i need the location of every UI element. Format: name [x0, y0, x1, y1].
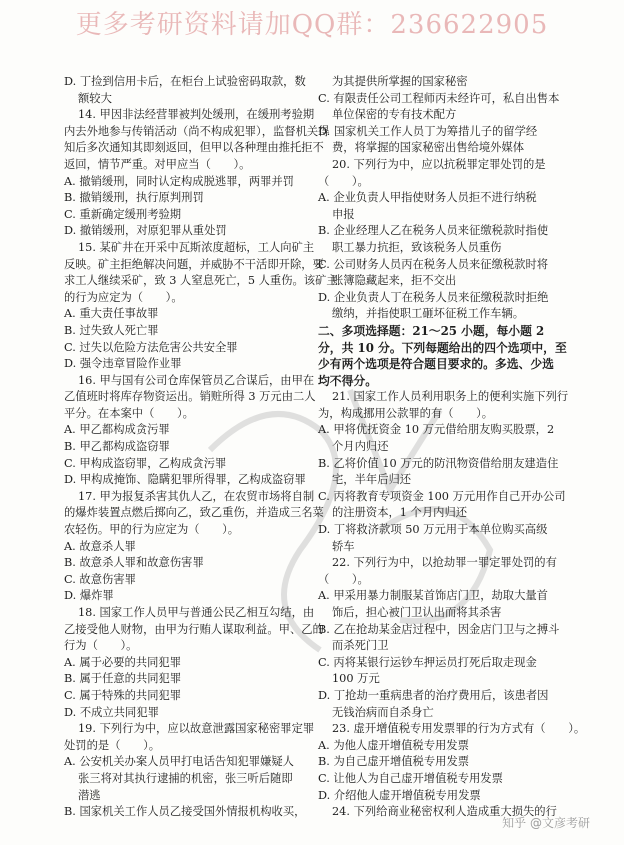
right-text-line: （ ）。	[318, 572, 369, 586]
right-text-line: 24. 下列给商业秘密权利人造成重大损失的行	[332, 805, 557, 819]
right-text-line: 20. 下列行为中，应以抗税罪定罪处罚的是	[332, 157, 546, 171]
right-text-line: 22. 下列行为中，以抢劫罪一罪定罪处罚的有	[332, 556, 557, 570]
left-text-line: D. 甲构成掩饰、隐瞒犯罪所得罪，乙构成盗窃罪	[64, 473, 306, 487]
right-text-line: B. 企业经理人乙在税务人员来征缴税款时指使	[318, 224, 549, 238]
left-text-line: 额较大	[78, 91, 112, 105]
left-text-line: C. 过失以危险方法危害公共安全罪	[64, 340, 238, 354]
right-text-line: C. 有限责任公司工程师丙未经许可，私自出售本	[318, 91, 560, 105]
right-text-line: 为，构成挪用公款罪的有（ ）。	[318, 406, 494, 420]
left-text-line: C. 重新确定缓刑考验期	[64, 207, 182, 221]
right-text-line: 轿车	[332, 539, 355, 553]
right-text-line: C. 丙将某银行运钞车押运员打死后取走现金	[318, 655, 537, 669]
left-text-line: C. 属于特殊的共同犯罪	[64, 688, 182, 702]
left-text-line: 19. 下列行为中，应以故意泄露国家秘密罪定罪	[78, 722, 315, 736]
right-text-line: 二、多项选择题：21～25 小题，每小题 2	[318, 323, 545, 338]
right-text-line: 申报	[332, 207, 355, 221]
left-text-line: 反映。矿主拒绝解决问题，并威胁不干活即开除，要	[64, 257, 324, 271]
right-column	[318, 74, 584, 821]
right-text-line: A. 甲采用暴力制服某首饰店门卫，劫取大量首	[318, 589, 548, 603]
left-text-line: 15. 某矿井在开采中瓦斯浓度超标，工人向矿主	[78, 240, 315, 254]
right-text-line: 单位保密的专有技术配方	[332, 108, 457, 122]
right-text-line: B. 为自己虚开增值税专用发票	[318, 755, 470, 769]
left-text-line: 18. 国家工作人员甲与普通公民乙相互勾结，由	[78, 606, 315, 619]
right-text-line: 账簿隐藏起来，拒不交出	[332, 274, 457, 288]
left-text-line: D. 强令违章冒险作业罪	[64, 357, 182, 371]
right-text-line: 21. 国家工作人员利用职务上的便利实施下列行	[332, 390, 569, 404]
right-text-line: A. 甲将优抚资金 10 万元借给朋友购买股票，2	[318, 423, 555, 437]
left-text-line: 返回，情节严重。对甲应当（ ）。	[64, 157, 251, 171]
right-text-line: B. 乙将价值 10 万元的防汛物资借给朋友建造住	[318, 456, 559, 470]
right-text-line: 分，共 10 分。下列每题给出的四个选项中，至	[318, 340, 567, 355]
right-text-line: 饰后，担心被门卫认出而将其杀害	[332, 606, 502, 619]
left-text-line: A. 公安机关办案人员甲打电话告知犯罪嫌疑人	[64, 755, 294, 769]
left-text-line: 张三将对其执行逮捕的机密，张三听后随即	[78, 771, 293, 785]
left-text-line: 知后多次通知其即刻返回，但甲以各种理由推托拒不	[64, 141, 324, 155]
right-text-line: D. 丁将救济款项 50 万元用于本单位购买高级	[318, 523, 548, 537]
right-text-line: D. 企业负责人丁在税务人员来征缴税款时拒绝	[318, 290, 549, 304]
left-text-line: C. 故意伤害罪	[64, 572, 136, 586]
left-text-line: 处罚的是（ ）。	[64, 738, 161, 752]
left-text-line: A. 故意杀人罪	[64, 539, 136, 553]
right-text-line: （ ）。	[318, 174, 369, 188]
left-text-line: 乙值班时将库存物资运出。销赃所得 3 万元由二人	[64, 390, 316, 404]
left-text-line: A. 甲乙都构成贪污罪	[64, 423, 170, 437]
left-text-line: 内去外地参与传销活动（尚不构成犯罪），监督机关得	[64, 124, 330, 138]
right-text-line: 职工暴力抗拒，致该税务人员重伤	[332, 240, 502, 254]
left-text-line: B. 国家机关工作人员乙接受国外情报机构收买，	[64, 805, 306, 819]
right-text-line: 费，将掌握的国家秘密出售给境外媒体	[332, 141, 525, 155]
right-text-line: C. 让他人为自己虚开增值税专用发票	[318, 771, 503, 785]
left-text-line: B. 属于任意的共同犯罪	[64, 672, 182, 686]
banner-watermark: 更多考研资料请加QQ群：236622905	[75, 10, 549, 40]
left-text-line: B. 撤销缓刑，执行原判刑罚	[64, 191, 204, 205]
right-text-line: 个月内归还	[332, 440, 389, 454]
right-text-line: C. 丙将教育专项资金 100 万元用作自己开办公司	[318, 489, 566, 503]
left-text-line: 求工人继续采矿，致 3 人窒息死亡，5 人重伤。该矿主	[64, 274, 338, 288]
left-text-line: 14. 甲因非法经营罪被判处缓刑，在缓刑考验期	[78, 108, 315, 122]
right-text-line: D. 介绍他人虚开增值税专用发票	[318, 788, 481, 802]
left-text-line: 平分。在本案中（ ）。	[64, 406, 194, 420]
left-text-line: C. 甲构成盗窃罪，乙构成贪污罪	[64, 456, 227, 470]
right-text-line: A. 为他人虚开增值税专用发票	[318, 738, 469, 752]
left-text-line: A. 属于必要的共同犯罪	[64, 655, 182, 669]
left-text-line: D. 撤销缓刑，对原犯罪从重处罚	[64, 224, 227, 238]
left-text-line: 17. 甲为报复杀害其仇人乙，在农贸市场将自制	[78, 489, 315, 503]
right-text-line: A. 企业负责人甲指使财务人员拒不进行纳税	[318, 191, 537, 205]
left-text-line: A. 重大责任事故罪	[64, 307, 159, 321]
right-text-line: 宅，半年后归还	[332, 473, 412, 487]
left-text-line: D. 爆炸罪	[64, 589, 114, 603]
left-text-line: 的爆炸装置点燃后掷向乙，致乙重伤，并造成三名菜	[64, 506, 324, 520]
right-text-line: 均不得分。	[318, 373, 377, 388]
right-text-line: 缴纳，并指使职工砸坏征税工作车辆。	[332, 307, 525, 321]
right-text-line: 少有两个选项是符合题目要求的。多选、少选	[318, 357, 554, 372]
right-text-line: 而杀死门卫	[332, 639, 389, 653]
left-text-line: A. 撤销缓刑，同时认定构成脱逃罪，两罪并罚	[64, 174, 294, 188]
left-text-line: B. 甲乙都构成盗窃罪	[64, 440, 170, 454]
footer-watermark: 知乎 @文彦考研	[502, 816, 590, 830]
left-text-line: D. 不成立共同犯罪	[64, 705, 159, 719]
left-text-line: B. 故意杀人罪和故意伤害罪	[64, 556, 204, 570]
left-column	[64, 74, 338, 821]
right-text-line: D. 丁抢劫一重病患者的治疗费用后，该患者因	[318, 688, 549, 702]
left-text-line: 潜逃	[78, 788, 101, 802]
right-text-line: C. 公司财务人员丙在税务人员来征缴税款时将	[318, 257, 549, 271]
left-text-line: 农轻伤。甲的行为应定为（ ）。	[64, 523, 240, 537]
left-text-line: 行为（ ）。	[64, 639, 138, 653]
left-text-line: 的行为应定为（ ）。	[64, 290, 183, 304]
right-text-line: 的注册资本，1 个月内归还	[332, 506, 468, 520]
right-text-line: 无钱治病而自杀身亡	[332, 705, 434, 719]
right-text-line: 为其提供所掌握的国家秘密	[332, 75, 468, 88]
left-text-line: 乙接受他人财物，由甲为行贿人谋取利益。甲、乙的	[64, 622, 324, 636]
right-text-line: B. 乙在抢劫某金店过程中，因金店门卫与之搏斗	[318, 622, 560, 636]
left-text-line: B. 过失致人死亡罪	[64, 323, 159, 337]
right-text-line: 100 万元	[332, 672, 380, 686]
right-text-line: D. 国家机关工作人员丁为筹措儿子的留学经	[318, 124, 538, 138]
right-text-line: 23. 虚开增值税专用发票罪的行为方式有（ ）。	[332, 722, 586, 736]
left-text-line: 16. 甲与国有公司仓库保管员乙合谋后，由甲在	[78, 373, 315, 387]
left-text-line: D. 丁捡到信用卡后，在柜台上试验密码取款，数	[64, 75, 306, 88]
